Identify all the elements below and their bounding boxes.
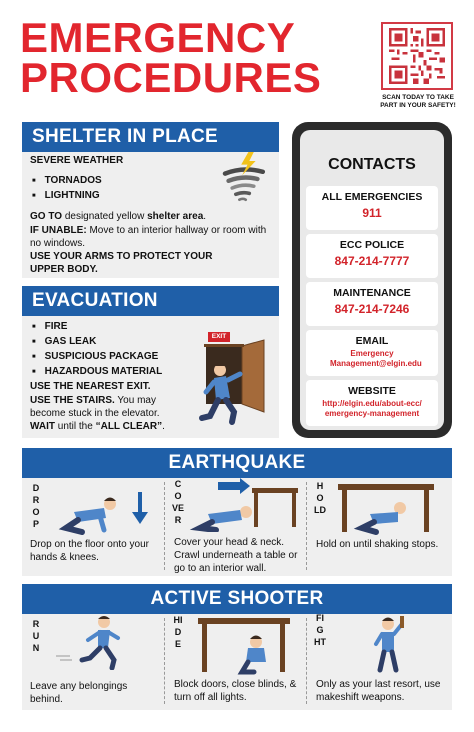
contact-card-police bbox=[306, 234, 438, 278]
contact-value[interactable]: http://elgin.edu/about-ecc/ emergency-management bbox=[322, 399, 422, 418]
contact-label: WEBSITE bbox=[348, 385, 396, 397]
contact-card-website bbox=[306, 380, 438, 426]
active-shooter-section bbox=[22, 584, 452, 710]
shelter-unable-bold: IF UNABLE: bbox=[30, 225, 87, 236]
title-line-1: EMERGENCY bbox=[20, 14, 296, 61]
earthquake-word-cover: COVER bbox=[172, 479, 185, 525]
shelter-unable bbox=[30, 224, 275, 250]
shelter-section bbox=[22, 122, 279, 278]
earthquake-text-cover: Cover your head & neck. Crawl underneath a table or go to an interior wall. bbox=[174, 537, 298, 574]
shelter-goto-end: . bbox=[203, 211, 207, 222]
divider bbox=[164, 482, 165, 570]
evacuation-list bbox=[32, 320, 162, 380]
shelter-goto-bold2: shelter area bbox=[147, 211, 204, 222]
evacuation-stairs-bold: USE THE STAIRS. bbox=[30, 395, 115, 406]
contact-label: ECC POLICE bbox=[339, 239, 405, 251]
exit-sign: EXIT bbox=[208, 332, 230, 342]
evacuation-wait-text: until the bbox=[55, 421, 96, 432]
cover-person-icon bbox=[184, 478, 304, 532]
shelter-goto-bold: GO TO bbox=[30, 211, 63, 222]
list-item: ■ TORNADOS bbox=[32, 174, 102, 189]
evacuation-stairs bbox=[30, 394, 190, 420]
shooter-text-fight: Only as your last resort, use makeshift weapons. bbox=[316, 679, 441, 703]
tornado-icon bbox=[216, 150, 270, 208]
evacuation-wait-end: . bbox=[162, 421, 165, 432]
shelter-goto bbox=[30, 210, 275, 223]
evacuation-wait-bold: WAIT bbox=[30, 421, 55, 432]
contacts-heading: CONTACTS bbox=[328, 156, 416, 173]
contact-value[interactable]: 847-214-7777 bbox=[334, 254, 410, 268]
contact-value[interactable]: 847-214-7246 bbox=[334, 302, 410, 316]
list-item: ■ GAS LEAK bbox=[32, 335, 162, 350]
shelter-arms: USE YOUR ARMS TO PROTECT YOUR UPPER BODY. bbox=[30, 251, 213, 275]
hold-table-icon bbox=[332, 482, 442, 536]
shelter-subheading: SEVERE WEATHER bbox=[30, 155, 124, 166]
contact-value[interactable]: Emergency Management@elgin.edu bbox=[330, 349, 422, 368]
earthquake-word-drop: DROP bbox=[32, 483, 40, 529]
earthquake-text-hold: Hold on until shaking stops. bbox=[316, 539, 439, 550]
exit-door-icon bbox=[178, 330, 274, 426]
run-person-icon bbox=[46, 614, 156, 670]
shooter-text-run: Leave any belongings behind. bbox=[30, 681, 128, 705]
evacuation-nearest: USE THE NEAREST EXIT. bbox=[30, 381, 151, 392]
evacuation-section bbox=[22, 286, 279, 438]
list-item: ■ LIGHTNING bbox=[32, 189, 102, 204]
earthquake-section bbox=[22, 448, 452, 576]
evacuation-wait bbox=[30, 420, 200, 433]
divider bbox=[164, 618, 165, 704]
evacuation-heading: EVACUATION bbox=[22, 286, 279, 316]
earthquake-word-hold: HOLD bbox=[314, 481, 326, 515]
contact-label: MAINTENANCE bbox=[333, 287, 411, 299]
evacuation-stairs-text: You may become stuck in the elevator. bbox=[30, 395, 160, 419]
divider bbox=[306, 618, 307, 704]
shelter-heading: SHELTER IN PLACE bbox=[22, 122, 279, 152]
evacuation-wait-bold2: “ALL CLEAR” bbox=[95, 421, 163, 432]
active-shooter-heading: ACTIVE SHOOTER bbox=[22, 584, 452, 614]
list-item: ■ SUSPICIOUS PACKAGE bbox=[32, 350, 162, 365]
page-title bbox=[20, 14, 350, 101]
contact-card-emergencies bbox=[306, 186, 438, 230]
earthquake-heading: EARTHQUAKE bbox=[22, 448, 452, 478]
list-item: ■ FIRE bbox=[32, 320, 162, 335]
shelter-unable-text: Move to an interior hallway or room with no windows. bbox=[30, 225, 267, 249]
contacts-phone bbox=[292, 122, 452, 438]
divider bbox=[306, 482, 307, 570]
phone-screen bbox=[300, 130, 444, 430]
list-item: ■ HAZARDOUS MATERIAL bbox=[32, 365, 162, 380]
contact-label: ALL EMERGENCIES bbox=[321, 191, 423, 203]
shelter-list bbox=[32, 174, 102, 204]
qr-caption: SCAN TODAY TO TAKE PART IN YOUR SAFETY! bbox=[380, 94, 456, 109]
shooter-word-hide: HIDE bbox=[173, 615, 183, 649]
drop-person-icon bbox=[44, 482, 154, 536]
qr-code-icon[interactable] bbox=[381, 22, 453, 90]
shooter-text-hide: Block doors, close blinds, & turn off all lights. bbox=[174, 679, 297, 703]
contact-card-email bbox=[306, 330, 438, 376]
contact-label: EMAIL bbox=[355, 335, 389, 347]
earthquake-text-drop: Drop on the floor onto your hands & knees. bbox=[30, 539, 149, 563]
hide-table-icon bbox=[184, 616, 304, 676]
fight-person-icon bbox=[332, 614, 442, 674]
shooter-word-fight: FIGHT bbox=[314, 613, 326, 647]
shooter-word-run: RUN bbox=[32, 619, 40, 653]
contact-value[interactable]: 911 bbox=[362, 206, 382, 220]
contact-card-maintenance bbox=[306, 282, 438, 326]
title-line-2: PROCEDURES bbox=[20, 54, 322, 101]
shelter-goto-text: designated yellow bbox=[62, 211, 148, 222]
